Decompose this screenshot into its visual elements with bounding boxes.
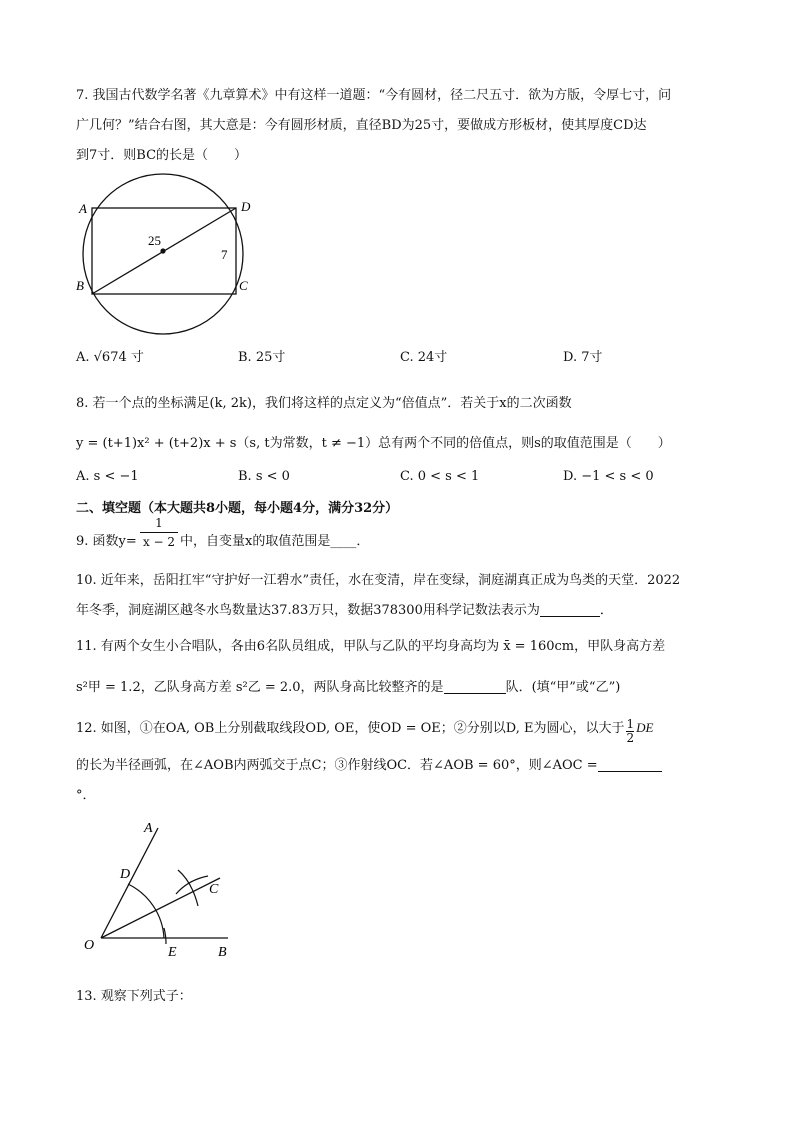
q9-prefix: 9. 函数y= bbox=[76, 534, 137, 549]
q9-fraction bbox=[140, 516, 178, 549]
section-fill-in-title: 二、填空题（本大题共8小题，每小题4分，满分32分） bbox=[76, 501, 399, 516]
arc-from-e bbox=[176, 876, 208, 894]
label-25: 25 bbox=[148, 233, 161, 248]
q7-line3: 到7寸．则BC的长是（ ） bbox=[76, 148, 248, 163]
q9-numerator: 1 bbox=[155, 516, 163, 530]
q9-suffix: 中，自变量x的取值范围是____． bbox=[180, 534, 370, 549]
q11-line1: 11. 有两个女生小合唱队，各由6名队员组成，甲队与乙队的平均身高均为 x̄ = 160cm，甲队身高方差 bbox=[76, 639, 666, 654]
label-a: A bbox=[79, 201, 87, 216]
q12-line1-text: 12. 如图，①在OA, OB上分别截取线段OD, OE，使OD = OE；②分别以D, E为圆心，以大于 bbox=[76, 721, 625, 736]
q7-option-b: B. 25寸 bbox=[238, 350, 286, 365]
q12-answer-blank[interactable] bbox=[598, 757, 662, 772]
q12-line2 bbox=[76, 754, 662, 773]
arc-from-d bbox=[178, 870, 198, 906]
q10-line2-text: 年冬季，洞庭湖区越冬水鸟数量达37.83万只，数据378300用科学记数法表示为 bbox=[76, 603, 540, 618]
label-b: B bbox=[218, 945, 227, 960]
label-a: A bbox=[144, 821, 153, 836]
q7-option-a: A. √674 寸 bbox=[76, 350, 144, 365]
label-7: 7 bbox=[221, 247, 228, 262]
q8-option-a: A. s < −1 bbox=[76, 469, 139, 484]
label-c: C bbox=[239, 278, 248, 293]
q8-option-d: D. −1 < s < 0 bbox=[563, 469, 654, 484]
q12-line2-text: 的长为半径画弧，在∠AOB内两弧交于点C；③作射线OC．若∠AOB = 60°，则∠AOC = bbox=[76, 758, 598, 773]
label-e: E bbox=[168, 945, 177, 960]
q9-denominator: x − 2 bbox=[142, 535, 176, 549]
label-d: D bbox=[241, 199, 251, 214]
q8-option-c: C. 0 < s < 1 bbox=[400, 469, 480, 484]
q8-line1: 8. 若一个点的坐标满足(k, 2k)，我们将这样的点定义为“倍值点”．若关于x的二次函数 bbox=[76, 396, 572, 411]
q11-answer-blank[interactable] bbox=[444, 679, 506, 694]
q7-option-c: C. 24寸 bbox=[400, 350, 448, 365]
q12-line3: °． bbox=[76, 788, 96, 803]
q13-line1: 13. 观察下列式子： bbox=[76, 989, 192, 1004]
q12-half-num: 1 bbox=[626, 717, 635, 731]
arc-de bbox=[128, 884, 164, 938]
q10-answer-blank[interactable] bbox=[540, 602, 600, 617]
q12-angle-figure bbox=[80, 812, 250, 962]
q7-line2: 广几何？”结合右图，其大意是：今有圆形材质，直径BD为25寸，要做成方形板材，使其厚度CD达 bbox=[76, 118, 647, 133]
q10-line1: 10. 近年来，岳阳扛牢“守护好一江碧水”责任，水在变清，岸在变绿，洞庭湖真正成为鸟类的天堂．2022 bbox=[76, 573, 681, 588]
label-b: B bbox=[76, 278, 84, 293]
q12-half-fraction bbox=[626, 718, 634, 745]
center-point bbox=[160, 248, 165, 253]
q10-line2 bbox=[76, 599, 613, 618]
label-o: O bbox=[84, 938, 95, 953]
q11-line2-text: s²甲 = 1.2，乙队身高方差 s²乙 = 2.0，两队身高比较整齐的是 bbox=[76, 680, 444, 695]
q12-half-den: 2 bbox=[626, 731, 635, 745]
q7-line1: 7. 我国古代数学名著《九章算术》中有这样一道题：“今有圆材，径二尺五寸．欲为方版，令厚七寸，问 bbox=[76, 88, 672, 103]
ray-oa bbox=[101, 828, 158, 938]
ray-oc bbox=[101, 878, 220, 938]
q7-circle-figure bbox=[70, 165, 270, 355]
q7-option-d: D. 7寸 bbox=[563, 350, 603, 365]
q12-line1 bbox=[76, 717, 653, 745]
q10-line2-end: ． bbox=[599, 603, 613, 618]
q8-line2: y = (t+1)x² + (t+2)x + s（s, t为常数，t ≠ −1）总有两个不同的倍值点，则s的取值范围是（ ） bbox=[76, 436, 671, 451]
q11-line2-end: 队．(填“甲”或“乙”) bbox=[505, 680, 621, 695]
q11-line2 bbox=[76, 676, 620, 695]
label-d: D bbox=[120, 867, 131, 882]
label-c: C bbox=[209, 882, 219, 897]
q8-option-b: B. s < 0 bbox=[238, 469, 290, 484]
circle-outline bbox=[83, 174, 243, 334]
q12-de-label: DE bbox=[636, 720, 654, 735]
